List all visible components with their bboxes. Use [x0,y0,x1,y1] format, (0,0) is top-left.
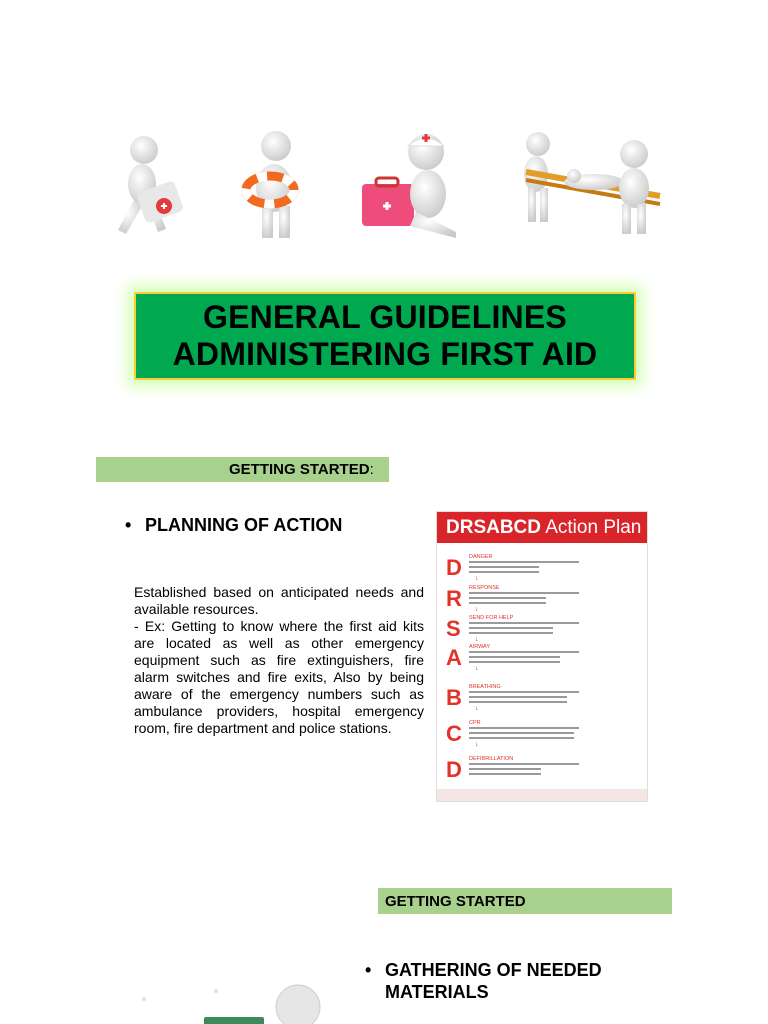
down-arrow-icon: ↓ [475,741,479,748]
section-bar-label: GETTING STARTED [229,461,370,478]
down-arrow-icon: ↓ [475,665,479,672]
poster-text-line [469,661,560,663]
poster-text-line [469,737,574,739]
poster-text-line [469,622,579,624]
poster-header [437,512,647,543]
bullet-heading-2: GATHERING OF NEEDED MATERIALS [385,960,602,1002]
stretcher-carriers [524,132,660,234]
poster-text-line [469,566,539,568]
down-arrow-icon: ↓ [475,575,479,582]
bullet-heading: PLANNING OF ACTION [145,515,343,535]
section-bar-getting-started-2 [378,888,672,914]
poster-step [437,719,648,747]
poster-step-name: DANGER [469,554,493,560]
title-line-1: GENERAL GUIDELINES [203,299,567,335]
bullet-gathering-materials [365,959,665,1003]
poster-text-line [469,701,567,703]
poster-step-name: SEND FOR HELP [469,615,514,621]
poster-step-letter: D [446,757,462,782]
poster-text-line [469,768,541,770]
page-title [173,299,598,373]
drsabcd-action-plan-poster [436,511,648,802]
poster-text-line [469,561,579,563]
figure-with-case [118,136,184,234]
title-line-2: ADMINISTERING FIRST AID [172,336,598,372]
poster-text-line [469,727,579,729]
poster-text-line [469,597,546,599]
poster-step-letter: D [446,555,462,580]
poster-step-letter: A [446,645,462,670]
poster-title-rest: Action Plan [541,516,642,538]
title-banner [134,292,636,380]
figure-with-life-ring [246,131,294,238]
poster-step-letter: R [446,586,462,611]
poster-text-line [469,656,560,658]
down-arrow-icon: ↓ [475,636,479,643]
section-bar-label-2: GETTING STARTED [385,892,526,910]
paragraph-line-1: Established based on anticipated needs and available resources. [134,584,424,617]
nurse-figure-with-kit [362,134,456,238]
poster-text-line [469,732,574,734]
bullet-planning-of-action [125,514,342,536]
poster-text-line [469,571,539,573]
bullet-dot: • [125,515,132,535]
section-bar-colon: : [369,461,374,478]
poster-step-name: BREATHING [469,684,501,690]
poster-step [437,614,648,642]
poster-step [437,643,648,671]
down-arrow-icon: ↓ [475,705,479,712]
poster-step-name: RESPONSE [469,585,500,591]
poster-footer [437,789,648,801]
poster-step-letter: C [446,721,462,746]
section-bar-getting-started [96,457,389,482]
poster-step-name: CPR [469,720,481,726]
poster-step [437,553,648,581]
poster-step-letter: B [446,685,462,710]
poster-text-line [469,651,579,653]
first-aid-figures-illustration [104,126,668,240]
poster-title-bold: DRSABCD [446,516,541,538]
poster-text-line [469,763,579,765]
poster-text-line [469,592,579,594]
poster-text-line [469,632,553,634]
paragraph-example: - Ex: Getting to know where the first aid kits are located as well as other emergency equipment such as fire extinguishers, fire alarm switches and fire exits, Also by being aware of the emergency numbers such as ambulance providers, hospital emergency room, fire department and police stations. [134,618,424,736]
poster-step-letter: S [446,616,461,641]
down-arrow-icon: ↓ [475,606,479,613]
poster-text-line [469,773,541,775]
figure-with-kit-illustration [120,965,350,1024]
bullet-dot-2: • [365,960,372,980]
poster-text-line [469,602,546,604]
planning-description [134,584,424,737]
poster-step [437,755,648,783]
poster-step [437,584,648,612]
poster-step-name: AIRWAY [469,644,490,650]
poster-text-line [469,696,567,698]
poster-step [437,683,648,711]
poster-text-line [469,627,553,629]
poster-step-name: DEFIBRILLATION [469,756,514,762]
poster-text-line [469,691,579,693]
